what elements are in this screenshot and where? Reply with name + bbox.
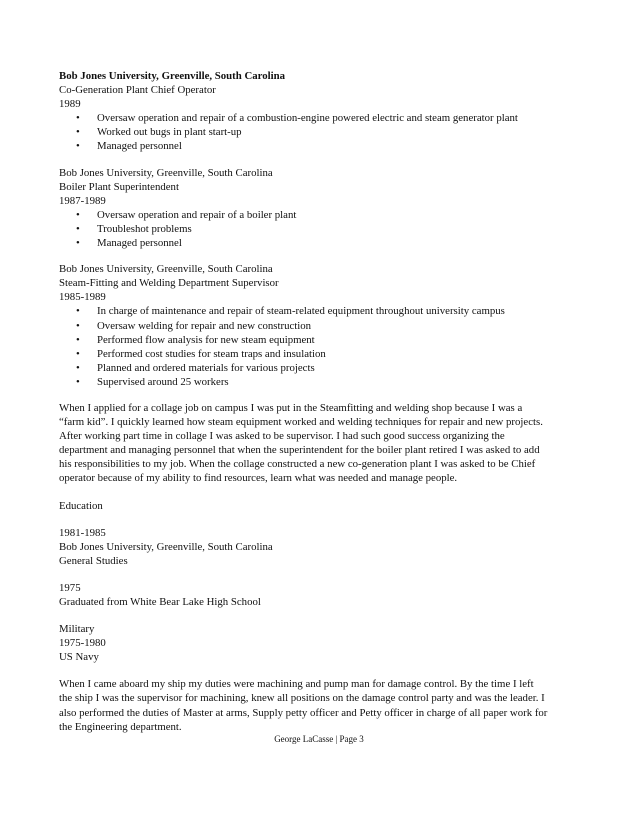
list-item: • Managed personnel [76, 237, 182, 250]
duties-list [59, 208, 587, 250]
list-item: • Performed cost studies for steam traps and insulation [76, 347, 326, 360]
job-dates: 1985-1989 [59, 291, 106, 304]
employer-name: Bob Jones University, Greenville, South Carolina [59, 70, 286, 82]
job-section-cogeneration [59, 69, 587, 154]
paragraph-line: After working part time in collage I was asked to be supervisor. I had such good success organizing the [59, 430, 505, 443]
list-item: • Oversaw operation and repair of a combustion-engine powered electric and steam generator plant [76, 112, 518, 125]
employer-name: Bob Jones University, Greenville, South Carolina [59, 263, 273, 276]
bullet-icon: • [76, 333, 80, 346]
paragraph-line: operator because of my ability to find resources, learn what was needed and manage people. [59, 472, 458, 485]
job-dates: 1987-1989 [59, 194, 106, 207]
bullet-icon: • [76, 319, 80, 332]
paragraph-line: the Engineering department. [59, 720, 182, 733]
experience-summary-paragraph [59, 401, 587, 486]
list-item: • Oversaw operation and repair of a boiler plant [76, 208, 297, 221]
duties-list [59, 111, 587, 153]
paragraph-line: department and managing personnel that when the superintendent for the boiler plant retired I was asked to add [59, 444, 540, 457]
military-description-paragraph [59, 677, 587, 733]
bullet-icon: • [76, 347, 80, 360]
bullet-icon: • [76, 126, 80, 139]
bullet-icon: • [76, 237, 80, 250]
job-dates: 1989 [59, 98, 81, 111]
footer-text: George LaCasse | Page 3 [274, 734, 364, 744]
job-section-boiler-plant [59, 166, 587, 251]
bullet-icon: • [76, 222, 80, 235]
paragraph-line: “farm kid”. I quickly learned how steam equipment worked and welding techniques for repair and new projects. [59, 416, 543, 429]
resume-page [59, 69, 587, 734]
paragraph-line: When I applied for a collage job on campus I was put in the Steamfitting and welding shop because I was a [59, 401, 523, 414]
service-dates: 1975-1980 [59, 637, 106, 650]
job-title: Co-Generation Plant Chief Operator [59, 84, 216, 97]
job-title: Steam-Fitting and Welding Department Supervisor [59, 277, 279, 290]
employer-name: Bob Jones University, Greenville, South Carolina [59, 166, 273, 179]
paragraph-line: When I came aboard my ship my duties were machining and pump man for damage control. By the time I left [59, 678, 534, 691]
list-item: • Performed flow analysis for new steam equipment [76, 333, 315, 346]
bullet-icon: • [76, 140, 80, 153]
job-section-steam-fitting [59, 262, 587, 389]
paragraph-line: also performed the duties of Master at arms, Supply petty officer and Petty officer in charge of all paper work for [59, 706, 548, 719]
list-item: • Planned and ordered materials for various projects [76, 361, 315, 374]
list-item: • Supervised around 25 workers [76, 375, 229, 388]
bullet-icon: • [76, 375, 80, 388]
education-section [59, 499, 587, 610]
bullet-icon: • [76, 112, 80, 125]
list-item: • In charge of maintenance and repair of steam-related equipment throughout university campus [76, 305, 505, 318]
paragraph-line: the ship I was the supervisor for machining, knew all positions on the damage control party and was the leader. I [59, 692, 545, 705]
military-section [59, 622, 587, 734]
program-name: General Studies [59, 554, 128, 567]
list-item: • Oversaw welding for repair and new construction [76, 319, 312, 332]
duties-list [59, 304, 587, 389]
school-name: Graduated from White Bear Lake High School [59, 596, 261, 608]
section-heading: Education [59, 499, 103, 512]
education-dates: 1975 [59, 581, 81, 594]
bullet-icon: • [76, 361, 80, 374]
list-item: • Managed personnel [76, 140, 182, 153]
job-title: Boiler Plant Superintendent [59, 180, 179, 193]
bullet-icon: • [76, 305, 80, 318]
list-item: • Troubleshot problems [76, 222, 192, 235]
school-name: Bob Jones University, Greenville, South Carolina [59, 540, 273, 553]
education-dates: 1981-1985 [59, 526, 106, 539]
list-item: • Worked out bugs in plant start-up [76, 126, 242, 139]
page-footer [0, 733, 638, 745]
bullet-icon: • [76, 208, 80, 221]
paragraph-line: his responsibilities to my job. When the collage constructed a new co-generation plant I was asked to be Chief [59, 458, 536, 471]
service-branch: US Navy [59, 651, 99, 664]
section-heading: Military [59, 623, 95, 636]
